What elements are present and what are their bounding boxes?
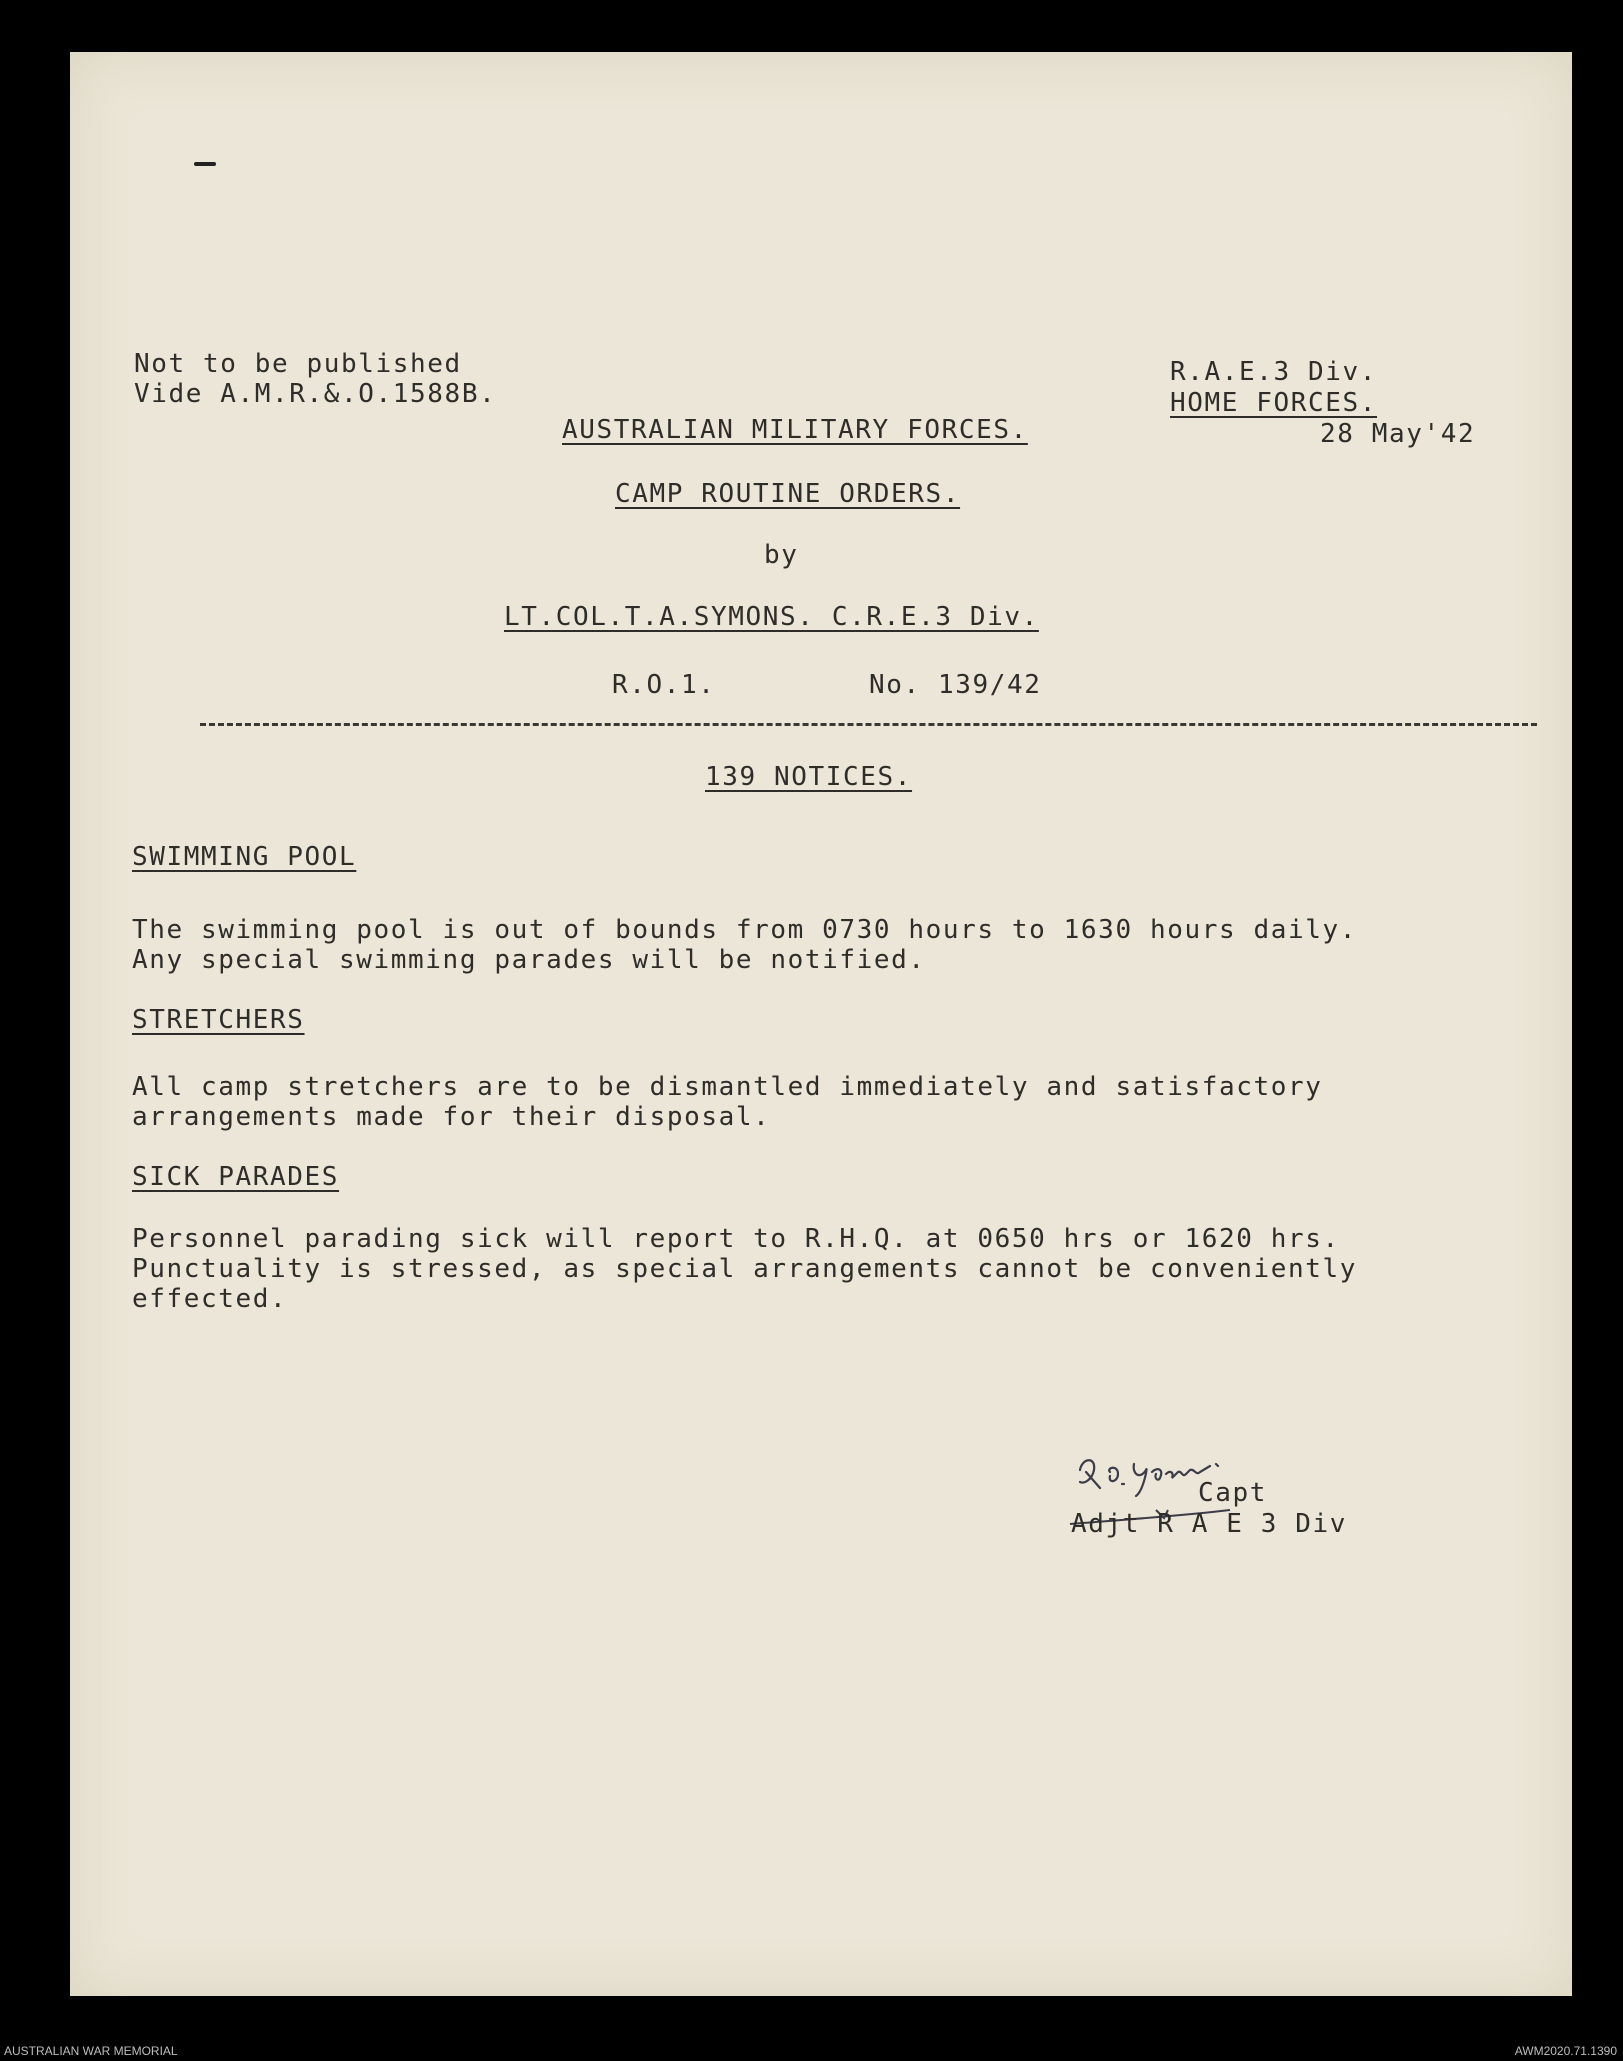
ink-mark [194,162,216,166]
distribution-restriction: Not to be published [134,349,462,379]
forces-designation: HOME FORCES. [1170,388,1378,418]
document-title: AUSTRALIAN MILITARY FORCES. [562,415,1028,445]
section-text-line: arrangements made for their disposal. [132,1102,771,1132]
footer-accession-number: AWM2020.71.1390 [1514,2044,1617,2058]
order-date: 28 May'42 [1320,419,1476,449]
issuing-officer: LT.COL.T.A.SYMONS. C.R.E.3 Div. [504,602,1039,632]
unit-designation: R.A.E.3 Div. [1170,357,1378,387]
section-text-line: Any special swimming parades will be notified. [132,945,926,975]
section-text-line: All camp stretchers are to be dismantled immediately and satisfactory [132,1072,1323,1102]
signatory-appointment: Adjt R A E 3 Div [1071,1509,1348,1539]
section-text-line: Personnel parading sick will report to R.H.Q. at 0650 hrs or 1620 hrs. [132,1224,1340,1254]
section-heading-swimming-pool: SWIMMING POOL [132,842,357,872]
section-text-line: Punctuality is stressed, as special arrangements cannot be conveniently [132,1254,1357,1284]
footer-archive-name: AUSTRALIAN WAR MEMORIAL [4,2044,178,2058]
order-reference-number: No. 139/42 [869,670,1042,700]
signatory-rank: Capt [1198,1478,1268,1508]
section-heading-stretchers: STRETCHERS [132,1005,305,1035]
regulation-reference: Vide A.M.R.&.O.1588B. [134,379,497,409]
section-text-line: The swimming pool is out of bounds from 0730 hours to 1630 hours daily. [132,915,1357,945]
section-text-line: effected. [132,1284,288,1314]
section-heading-sick-parades: SICK PARADES [132,1162,340,1192]
document-subtitle: CAMP ROUTINE ORDERS. [615,479,961,509]
section-divider [200,723,1537,726]
order-reference-left: R.O.1. [612,670,716,700]
document-page [70,52,1572,1996]
notices-heading: 139 NOTICES. [705,762,913,792]
by-line: by [764,540,799,570]
